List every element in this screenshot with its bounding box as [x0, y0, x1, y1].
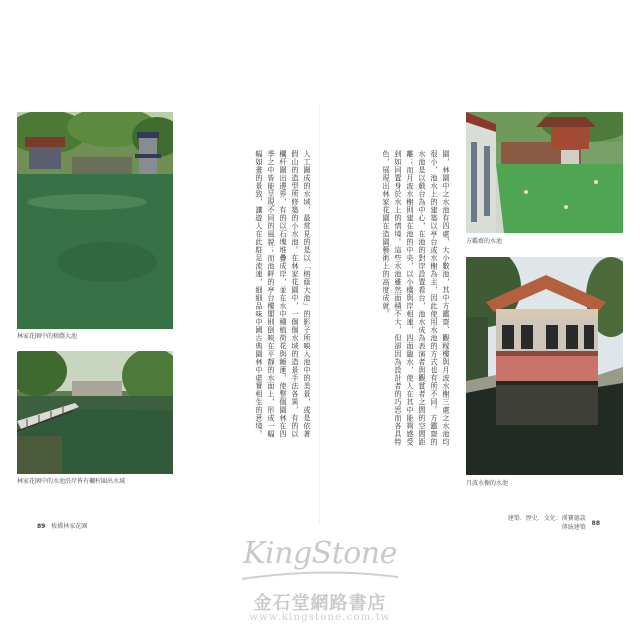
- page-number: 88: [591, 519, 600, 527]
- watermark-url: www.kingstone.com.tw: [249, 612, 391, 623]
- photo-caption: 方鑑齋的水池: [466, 238, 503, 245]
- photo-pond-railing: [17, 351, 173, 474]
- photo-caption: 林家花園中的水池沿岸皆有欄杆圍出水域: [17, 478, 126, 485]
- page-number: 89: [37, 523, 46, 530]
- photo-banyan-pond: [17, 112, 173, 329]
- right-folio: [506, 514, 600, 532]
- left-folio: [37, 521, 87, 530]
- fangjian-pond-picture: [466, 112, 623, 233]
- photo-caption: 月波水榭的水池: [466, 480, 509, 487]
- photo-moonwave-pavilion: [466, 257, 623, 475]
- pond-railing-picture: [17, 351, 173, 474]
- watermark-logo: KingStone: [243, 536, 397, 571]
- watermark-swoosh-icon: [240, 569, 400, 583]
- page-fold: [319, 105, 320, 525]
- body-text-left: 人工圍成的水域，最常見的是以「榕蔭大池」的影子所映入池中的美景，或是依著假山的造型所修築的小水池。在林家花園中，一個個水域的造景手法各異，有的以欄杆圍出邊界，有的以石塊堆疊成岸，並在水中種植荷花與睡蓮，使整個園林在四季之中皆能呈現不同的風貌；而池畔的亭台樓閣則倒映在平靜的水面上，形成一幅幅如畫的景致，讓遊人在此駐足流連，細細品味中國古典園林中虛實相生的意境。: [255, 150, 312, 438]
- running-title: 板橋林家花園: [51, 523, 88, 530]
- running-title: 建築．歷史．文化：漢寶德談傳統建築: [507, 515, 586, 531]
- watermark-chinese: 金石堂網路書店: [253, 593, 387, 614]
- photo-fangjian-pond: [466, 112, 623, 233]
- banyan-pond-picture: [17, 112, 173, 329]
- photo-caption: 林家花園中的榕蔭大池: [17, 333, 78, 340]
- moonwave-pavilion-picture: [466, 257, 623, 475]
- body-text-right: 園，林園中之水池有四處，大小數池，其中方鑑齋、觀稼樓與月波水榭三處之水池均很小，池水上的建築以亭台或水榭為主，因此使用水池的方式也有所不同。方鑑齋的水池是以戲台為中心，在池的對岸設置看台，池水成為表演者與觀賞者之間的空間距離；而月波水榭則建在池的中央，以小橋與岸相連，四面臨水，使人在其中能夠感受到如同置身於水上的情境。這些水池雖然面積不大，但卻因為設計者的巧思而各具特色，展現出林家花園在造園藝術上的高度成就。: [382, 150, 451, 446]
